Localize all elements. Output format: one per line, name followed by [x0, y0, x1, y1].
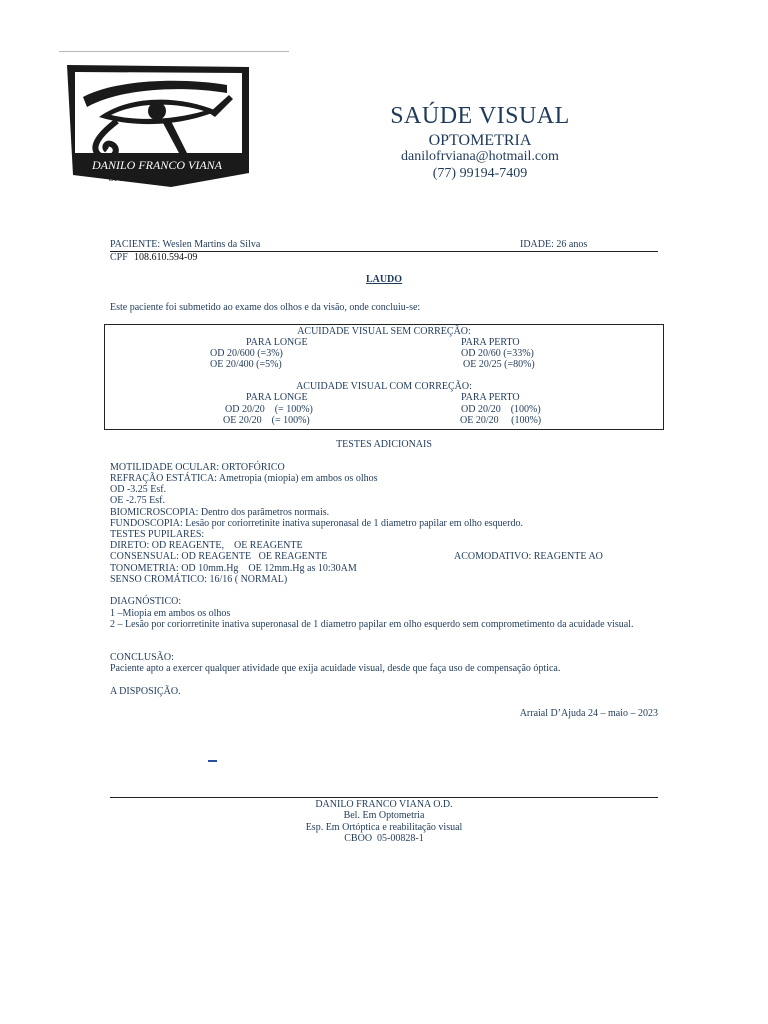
acuity-with-far-od: OD 20/20 (= 100%)	[225, 404, 313, 415]
logo-name-text: DANILO FRANCO VIANA	[92, 158, 222, 172]
acuity-without-far-label: PARA LONGE	[246, 337, 308, 348]
test-od: OD -3.25 Esf.	[110, 484, 167, 495]
acuity-without-near-oe: OE 20/25 (=80%)	[463, 359, 535, 370]
test-refraction: REFRAÇÃO ESTÁTICA: Ametropia (miopia) em ambos os olhos	[110, 473, 378, 484]
brand-phone: (77) 99194-7409	[432, 166, 528, 181]
test-fundoscopy: FUNDOSCOPIA: Lesão por coriorretinite inativa superonasal de 1 diametro papilar em olho esquerdo.	[110, 518, 523, 529]
cpf-value: 108.610.594-09	[134, 252, 198, 263]
signature-mark	[208, 760, 217, 762]
conclusion-text: Paciente apto a exercer qualquer atividade que exija acuidade visual, desde que faça uso de compensação óptica.	[110, 663, 561, 674]
date-line: Arraial D’Ajuda 24 – maio – 2023	[519, 708, 658, 719]
brand-subtitle: OPTOMETRIA	[428, 132, 532, 149]
optometrist-logo	[59, 55, 289, 205]
signature-name: DANILO FRANCO VIANA O.D.	[315, 799, 453, 810]
test-motility: MOTILIDADE OCULAR: ORTOFÓRICO	[110, 462, 285, 473]
test-tonometry: TONOMETRIA: OD 10mm.Hg OE 12mm.Hg as 10:30AM	[110, 563, 357, 574]
signature-rule	[110, 797, 658, 798]
test-direct: DIRETO: OD REAGENTE, OE REAGENTE	[110, 540, 303, 551]
acuity-with-far-oe: OE 20/20 (= 100%)	[223, 415, 310, 426]
acuity-with-near-label: PARA PERTO	[461, 392, 520, 403]
test-consensual: CONSENSUAL: OD REAGENTE OE REAGENTE	[110, 551, 328, 562]
test-biomicroscopy: BIOMICROSCOPIA: Dentro dos parâmetros normais.	[110, 507, 330, 518]
tests-heading: TESTES ADICIONAIS	[336, 439, 432, 450]
signature-specialty: Esp. Em Ortóptica e reabilitação visual	[305, 822, 463, 833]
test-oe: OE -2.75 Esf.	[110, 495, 165, 506]
acuity-with-near-oe: OE 20/20 (100%)	[460, 415, 542, 426]
acuity-with-title: ACUIDADE VISUAL COM CORREÇÃO:	[296, 381, 472, 392]
report-intro: Este paciente foi submetido ao exame dos olhos e da visão, onde concluiu-se:	[110, 302, 421, 313]
logo-top-line	[59, 51, 289, 52]
patient-name: PACIENTE: Weslen Martins da Silva	[110, 239, 261, 250]
report-heading: LAUDO	[365, 274, 403, 285]
diagnosis-heading: DIAGNÓSTICO:	[110, 596, 182, 607]
test-accommodative: ACOMODATIVO: REAGENTE AO	[454, 551, 603, 562]
cpf-label: CPF	[110, 252, 128, 263]
brand-email: danilofrviana@hotmail.com	[401, 149, 559, 164]
patient-age: IDADE: 26 anos	[520, 239, 588, 250]
conclusion-heading: CONCLUSÃO:	[110, 652, 174, 663]
acuity-with-far-label: PARA LONGE	[246, 392, 308, 403]
acuity-with-near-od: OD 20/20 (100%)	[461, 404, 541, 415]
test-pupillary: TESTES PUPILARES:	[110, 529, 205, 540]
acuity-without-far-oe: OE 20/400 (=5%)	[210, 359, 282, 370]
diagnosis-item-1: 1 –Miopia em ambos os olhos	[110, 608, 231, 619]
diagnosis-item-2: 2 – Lesão por coriorretinite inativa superonasal de 1 diametro papilar em olho esquerdo sem comprometimento da acuidade visual.	[110, 619, 634, 630]
eye-of-horus-icon	[59, 55, 289, 205]
logo-role-text: OPTOMETRISTA	[108, 174, 166, 183]
disposal-text: A DISPOSIÇÃO.	[110, 686, 181, 697]
signature-degree: Bel. Em Optometria	[343, 810, 425, 821]
brand-title: SAÚDE VISUAL	[390, 103, 570, 129]
acuity-without-near-label: PARA PERTO	[461, 337, 520, 348]
acuity-without-title: ACUIDADE VISUAL SEM CORREÇÃO:	[297, 326, 471, 337]
acuity-without-near-od: OD 20/60 (=33%)	[461, 348, 534, 359]
test-chromatic: SENSO CROMÁTICO: 16/16 ( NORMAL)	[110, 574, 288, 585]
acuity-without-far-od: OD 20/600 (=3%)	[210, 348, 283, 359]
acuity-box	[104, 324, 664, 430]
signature-cboo: CBOO 05-00828-1	[344, 833, 424, 844]
